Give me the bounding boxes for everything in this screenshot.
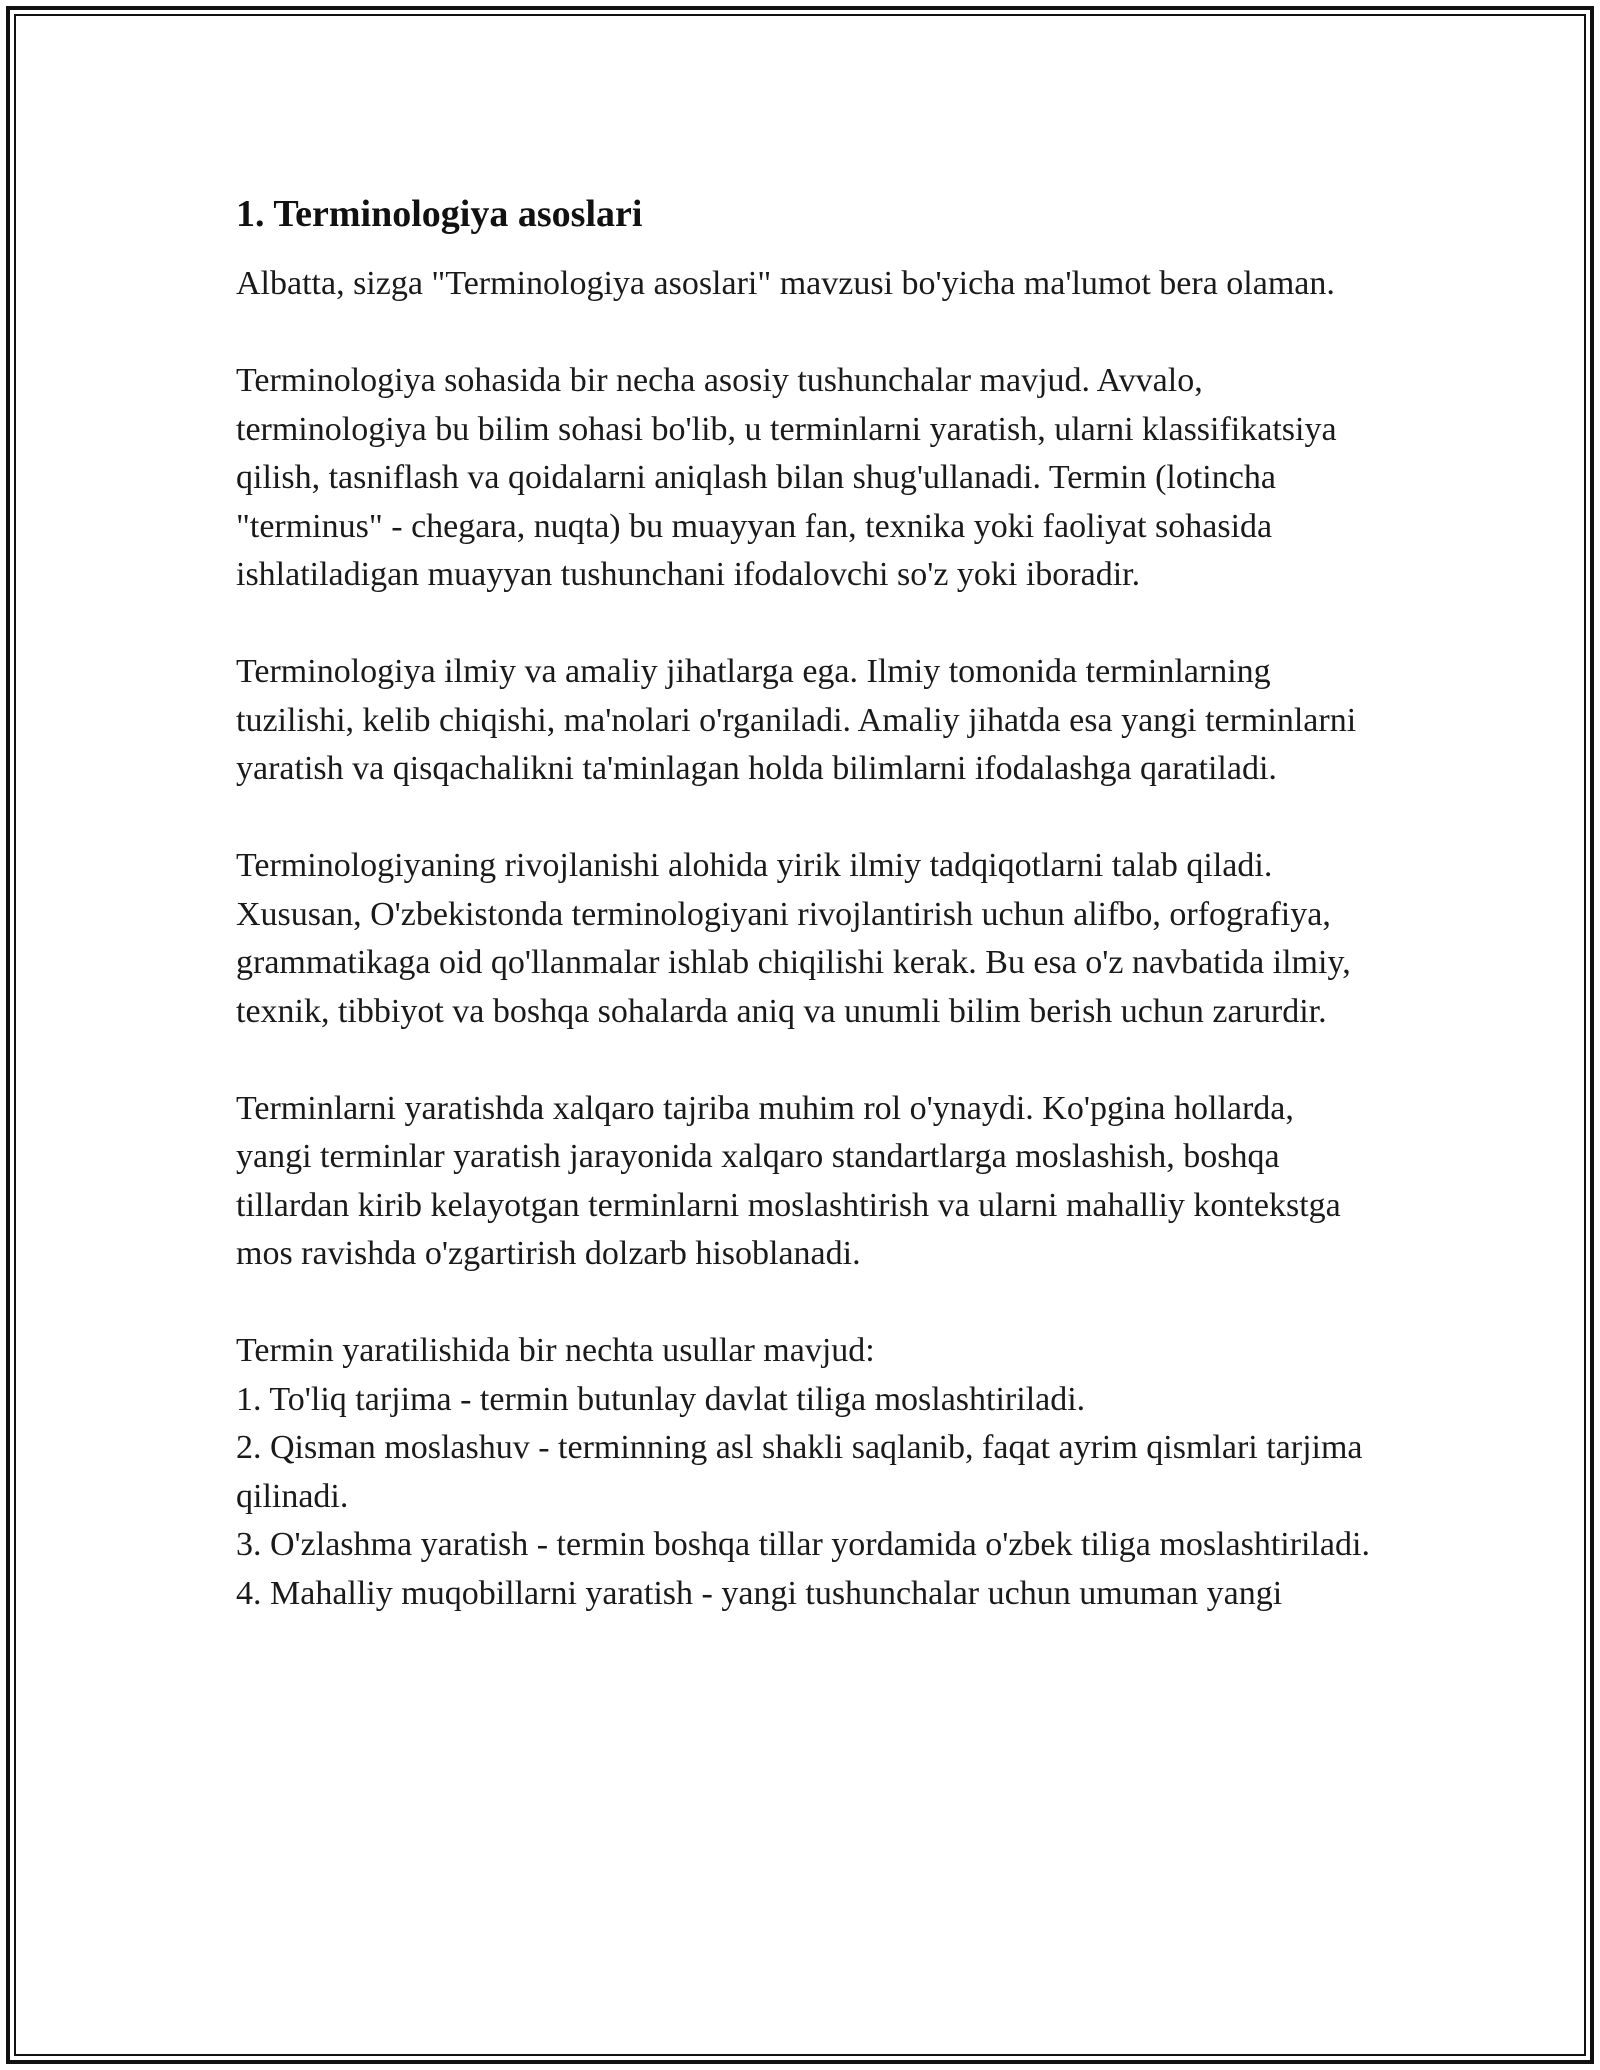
methods-list-intro: Termin yaratilishida bir nechta usullar mavjud: (236, 1332, 875, 1369)
list-item: 1. To'liq tarjima - termin butunlay davlat tiliga moslashtiriladi. (236, 1380, 1086, 1418)
list-item: 4. Mahalliy muqobillarni yaratish - yangi tushunchalar uchun umuman yangi (236, 1574, 1283, 1612)
paragraph-aspects: Terminologiya ilmiy va amaliy jihatlarga ega. Ilmiy tomonida terminlarning tuzilishi, kelib chiqishi, ma'nolari o'rganiladi. Amaliy jihatda esa yangi terminlarni yaratish va qisqachalikni ta'minlagan holda bilimlarni ifodalashga qaratiladi. (236, 653, 1357, 787)
paragraph-definition: Terminologiya sohasida bir necha asosiy tushunchalar mavjud. Avvalo, terminologiya bu bilim sohasi bo'lib, u terminlarni yaratish, ularni klassifikatsiya qilish, tasniflash va qoidalarni aniqlash bilan shug'ullanadi. Termin (lotincha "terminus" - chegara, nuqta) bu muayyan fan, texnika yoki faoliyat sohasida ishlatiladigan muayyan tushunchani ifodalovchi so'z yoki iboradir. (236, 362, 1337, 593)
methods-list (236, 1376, 1376, 1619)
paragraph-intro: Albatta, sizga "Terminologiya asoslari" mavzusi bo'yicha ma'lumot bera olaman. (236, 265, 1335, 302)
paragraph-international: Terminlarni yaratishda xalqaro tajriba muhim rol o'ynaydi. Ko'pgina hollarda, yangi terminlar yaratish jarayonida xalqaro standartlarga moslashish, boshqa tillardan kirib kelayotgan terminlarni moslashtirish va ularni mahalliy kontekstga mos ravishda o'zgartirish dolzarb hisoblanadi. (236, 1089, 1341, 1272)
section-heading: 1. Terminologiya asoslari (236, 193, 643, 235)
list-item: 2. Qisman moslashuv - terminning asl shakli saqlanib, faqat ayrim qismlari tarjima qilinadi. (236, 1429, 1363, 1515)
document-body (236, 188, 1376, 1618)
paragraph-development: Terminologiyaning rivojlanishi alohida yirik ilmiy tadqiqotlarni talab qiladi. Xususan, O'zbekistonda terminologiyani rivojlantirish uchun alifbo, orfografiya, grammatikaga oid qo'llanmalar ishlab chiqilishi kerak. Bu esa o'z navbatida ilmiy, texnik, tibbiyot va boshqa sohalarda aniq va unumli bilim berish uchun zarurdir. (236, 847, 1351, 1030)
list-item: 3. O'zlashma yaratish - termin boshqa tillar yordamida o'zbek tiliga moslashtiriladi. (236, 1526, 1370, 1563)
